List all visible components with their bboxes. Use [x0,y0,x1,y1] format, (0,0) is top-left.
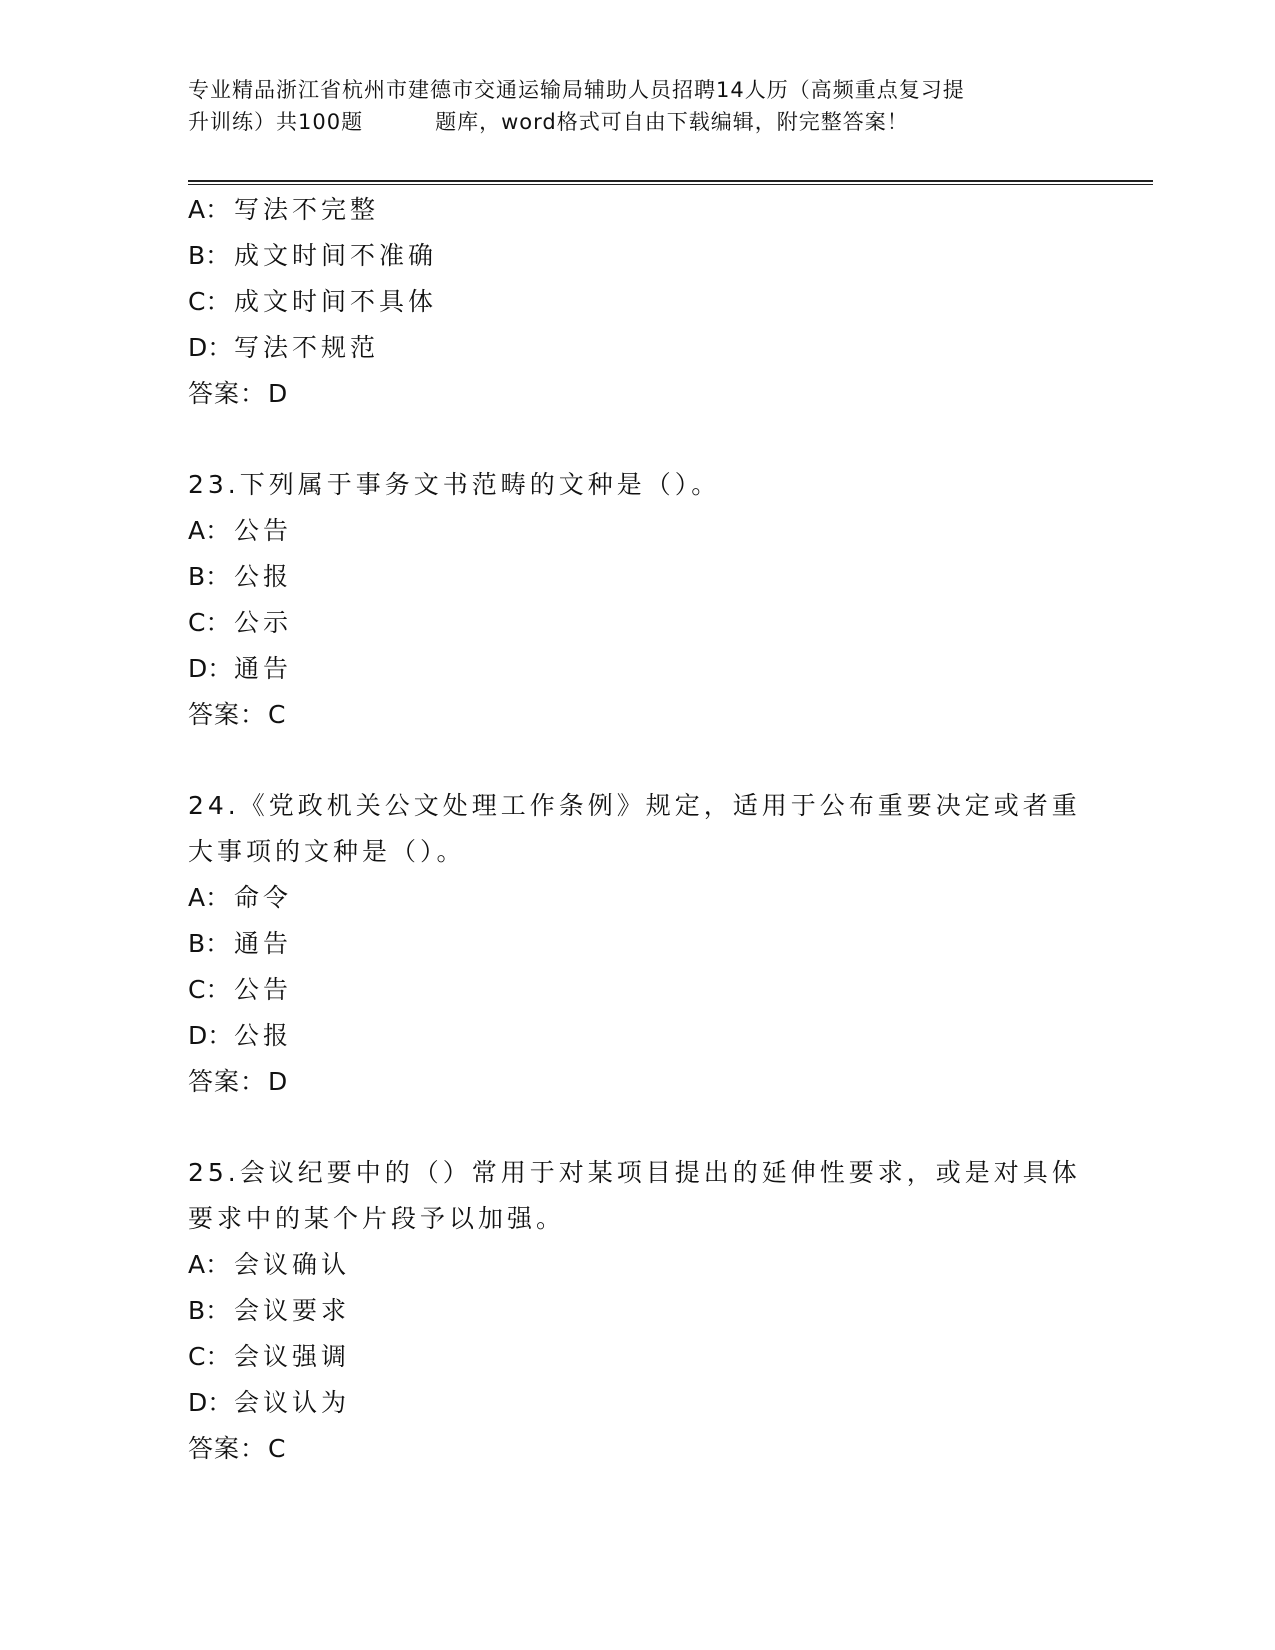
option-c [188,279,1088,325]
answer-line [188,1059,1088,1105]
option-b [188,554,1088,600]
answer-line [188,692,1088,738]
question-text-line-2: 大事项的文种是（）。 [188,837,466,866]
option-letter: A： [188,516,231,545]
header-divider [188,180,1153,185]
option-letter: B： [188,241,231,270]
option-text: 公示 [234,608,293,637]
option-letter: A： [188,1250,231,1279]
option-letter: B： [188,1296,231,1325]
option-a [188,508,1088,554]
option-text: 公告 [234,516,293,545]
option-a [188,1242,1088,1288]
answer-label: 答案： [188,1434,267,1463]
option-text: 成文时间不具体 [234,287,438,316]
option-text: 会议强调 [234,1342,351,1371]
option-text: 写法不规范 [234,333,380,362]
option-letter: D： [188,1388,233,1417]
question-22-continuation [188,187,1088,417]
question-list [188,187,1088,1472]
answer-label: 答案： [188,1067,267,1096]
question-text: 23.下列属于事务文书范畴的文种是（）。 [188,470,721,499]
option-text: 会议要求 [234,1296,351,1325]
question-25 [188,1150,1088,1472]
question-23 [188,462,1088,738]
question-text-line-2: 要求中的某个片段予以加强。 [188,1204,566,1233]
option-letter: D： [188,333,233,362]
answer-label: 答案： [188,379,267,408]
option-letter: C： [188,975,231,1004]
option-letter: C： [188,1342,231,1371]
option-d [188,1380,1088,1426]
header-line-2-part-1: 升训练）共100题 [188,110,364,134]
option-a [188,875,1088,921]
option-letter: C： [188,608,231,637]
option-letter: B： [188,562,231,591]
answer-line [188,371,1088,417]
option-text: 公报 [234,562,293,591]
option-d [188,646,1088,692]
option-text: 公报 [234,1021,293,1050]
header-line-1: 专业精品浙江省杭州市建德市交通运输局辅助人员招聘14人历（高频重点复习提 [188,78,965,102]
option-c [188,600,1088,646]
option-letter: B： [188,929,231,958]
option-d [188,1013,1088,1059]
option-text: 公告 [234,975,293,1004]
option-letter: A： [188,195,231,224]
option-text: 命令 [234,883,293,912]
header-line-2 [188,106,1088,138]
option-b [188,233,1088,279]
option-text: 成文时间不准确 [234,241,438,270]
question-text-line-1: 24.《党政机关公文处理工作条例》规定，适用于公布重要决定或者重 [188,791,1081,820]
option-letter: A： [188,883,231,912]
option-text: 会议认为 [234,1388,351,1417]
header-line-2-part-2: 题库，word格式可自由下载编辑，附完整答案！ [435,110,909,134]
option-letter: C： [188,287,231,316]
document-header [188,74,1088,138]
answer-value: C [268,1434,286,1463]
option-text: 会议确认 [234,1250,351,1279]
question-text-line-1: 25.会议纪要中的（）常用于对某项目提出的延伸性要求，或是对具体 [188,1158,1081,1187]
option-letter: D： [188,654,233,683]
option-c [188,1334,1088,1380]
option-b [188,1288,1088,1334]
answer-line [188,1426,1088,1472]
option-a [188,187,1088,233]
option-c [188,967,1088,1013]
option-text: 写法不完整 [234,195,380,224]
question-24 [188,783,1088,1105]
answer-value: C [268,700,286,729]
answer-label: 答案： [188,700,267,729]
option-letter: D： [188,1021,233,1050]
option-d [188,325,1088,371]
option-b [188,921,1088,967]
answer-value: D [268,379,288,408]
answer-value: D [268,1067,288,1096]
option-text: 通告 [234,654,293,683]
option-text: 通告 [234,929,293,958]
